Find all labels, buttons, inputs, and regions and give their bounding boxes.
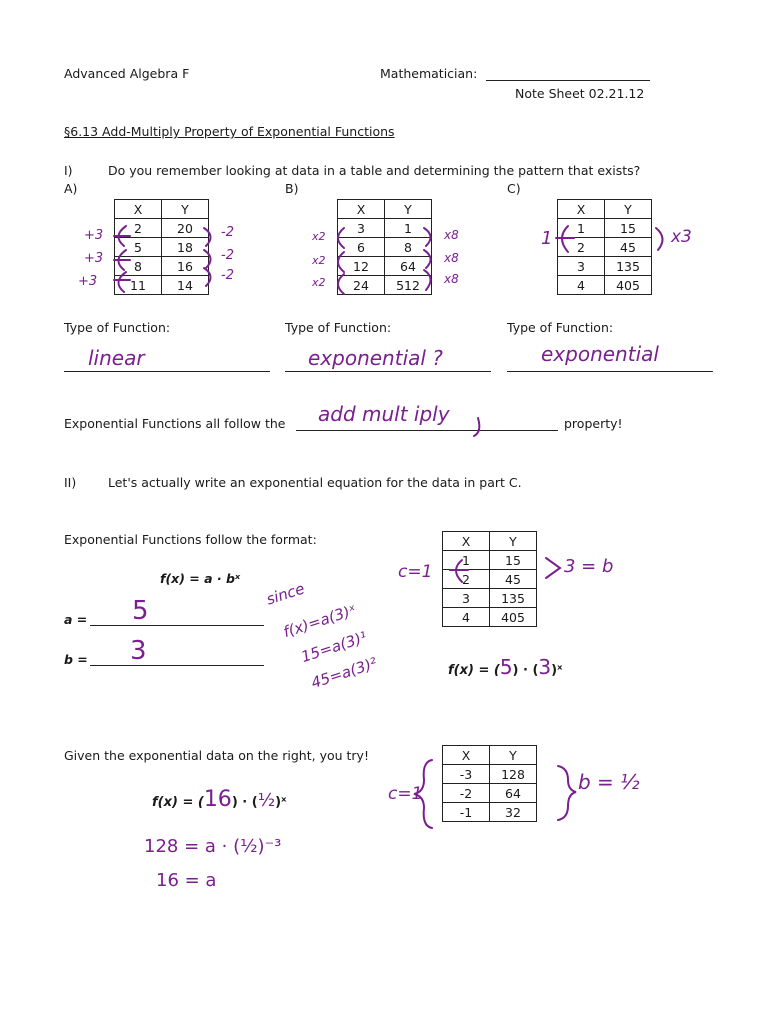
- table-row: 3 1: [338, 219, 432, 238]
- table-part3: [442, 745, 537, 822]
- annot-a-left-3: +3: [78, 274, 98, 289]
- table-header: Y: [162, 200, 209, 219]
- annot-a-left-1: +3: [84, 228, 104, 243]
- label-b: B): [285, 181, 299, 196]
- table-header: X: [443, 746, 490, 765]
- table-row: 2 45: [443, 570, 537, 589]
- part2-left-note: c=1: [398, 562, 433, 582]
- answer-blank-c[interactable]: [507, 371, 713, 372]
- table-row: 4 405: [558, 276, 652, 295]
- part2-right-note: 3 = b: [564, 556, 614, 577]
- table-header: X: [443, 532, 490, 551]
- table-row: 1 15: [443, 551, 537, 570]
- property-text-after: property!: [564, 416, 623, 431]
- table-header: X: [115, 200, 162, 219]
- table-c: [557, 199, 652, 295]
- label-c: C): [507, 181, 521, 196]
- part1-numeral: I): [64, 163, 73, 178]
- final-suffix: )ˣ: [551, 663, 563, 678]
- table-header: Y: [605, 200, 652, 219]
- part2-numeral: II): [64, 475, 77, 490]
- part3-work-2: 16 = a: [156, 870, 217, 891]
- annot-b-right-1: x8: [444, 228, 459, 242]
- answer-blank-b[interactable]: [285, 371, 491, 372]
- a-label: a =: [64, 612, 88, 627]
- answer-c: exponential: [541, 342, 659, 366]
- final-b: 3: [538, 655, 552, 679]
- table-row: 11 14: [115, 276, 209, 295]
- table-header: X: [338, 200, 385, 219]
- annot-a-left-2: +3: [84, 251, 104, 266]
- part3-right-note: b = ½: [578, 770, 640, 794]
- annot-b-left-3: x2: [312, 276, 326, 289]
- annot-b-left-2: x2: [312, 254, 326, 267]
- part3-text: Given the exponential data on the right, you try!: [64, 748, 369, 763]
- part3-left-note: c=1: [388, 784, 423, 804]
- final-a: 5: [499, 655, 513, 679]
- table-row: -2 64: [443, 784, 537, 803]
- table-header: Y: [490, 532, 537, 551]
- b-blank[interactable]: [90, 665, 264, 666]
- table-header: X: [558, 200, 605, 219]
- annot-b-left-1: x2: [312, 230, 326, 243]
- table-a: [114, 199, 209, 295]
- table-header: Y: [490, 746, 537, 765]
- part3-prefix: f(x) = (: [152, 795, 204, 810]
- annot-a-right-1: -2: [221, 225, 234, 240]
- annot-b-right-3: x8: [444, 272, 459, 286]
- table-row: 6 8: [338, 238, 432, 257]
- b-label: b =: [64, 652, 88, 667]
- table-header: Y: [385, 200, 432, 219]
- part1-question: Do you remember looking at data in a table and determining the pattern that exists?: [108, 163, 641, 178]
- table-row: 2 20: [115, 219, 209, 238]
- property-blank[interactable]: [296, 430, 558, 431]
- table-row: 1 15: [558, 219, 652, 238]
- table-row: 3 135: [558, 257, 652, 276]
- part3-suffix: )ˣ: [275, 795, 287, 810]
- table-row: 8 16: [115, 257, 209, 276]
- annot-b-right-2: x8: [444, 251, 459, 265]
- type-label-a: Type of Function:: [64, 320, 171, 335]
- table-row: 2 45: [558, 238, 652, 257]
- part3-a: 16: [203, 787, 232, 812]
- type-label-c: Type of Function:: [507, 320, 614, 335]
- annot-a-right-2: -2: [221, 248, 234, 263]
- table-row: -3 128: [443, 765, 537, 784]
- arrow-c-right: [656, 228, 663, 250]
- answer-b: exponential ?: [308, 346, 443, 370]
- work-since: since: [264, 579, 307, 609]
- table-row: -1 32: [443, 803, 537, 822]
- part3-b: ½: [257, 790, 276, 811]
- answer-a: linear: [88, 346, 145, 370]
- table-row: 3 135: [443, 589, 537, 608]
- table-row: 12 64: [338, 257, 432, 276]
- annot-c-right: x3: [671, 227, 692, 247]
- section-title: §6.13 Add-Multiply Property of Exponential Functions: [64, 124, 395, 139]
- part3-work-1: 128 = a · (½)⁻³: [144, 836, 282, 857]
- part2-text: Let's actually write an exponential equation for the data in part C.: [108, 475, 522, 490]
- label-a: A): [64, 181, 78, 196]
- annot-c-left: 1: [541, 228, 553, 249]
- work-line-3: 45=a(3)²: [308, 653, 380, 693]
- work-line-2: 15=a(3)¹: [298, 627, 370, 667]
- arrow-p2-right: [546, 558, 560, 578]
- type-label-b: Type of Function:: [285, 320, 392, 335]
- a-blank[interactable]: [90, 625, 264, 626]
- annot-a-right-3: -2: [221, 268, 234, 283]
- final-mid: ) · (: [512, 663, 539, 678]
- part3-equation: [152, 787, 286, 812]
- table-row: 5 18: [115, 238, 209, 257]
- answer-blank-a[interactable]: [64, 371, 270, 372]
- course-title: Advanced Algebra F: [64, 66, 190, 81]
- brace-p3-right: [558, 766, 576, 820]
- format-text: Exponential Functions follow the format:: [64, 532, 317, 547]
- final-equation: [448, 655, 562, 679]
- note-sheet-date: Note Sheet 02.21.12: [515, 86, 645, 101]
- property-answer: add mult iply: [318, 402, 450, 426]
- table-b: [337, 199, 432, 295]
- final-prefix: f(x) = (: [448, 663, 500, 678]
- property-text-before: Exponential Functions all follow the: [64, 416, 286, 431]
- name-blank[interactable]: [486, 80, 650, 81]
- table-part2: [442, 531, 537, 627]
- work-line-1: f(x)=a(3)ˣ: [281, 600, 359, 642]
- a-value: 5: [132, 596, 149, 626]
- table-row: 24 512: [338, 276, 432, 295]
- property-scribble: [474, 418, 479, 436]
- part3-mid: ) · (: [231, 795, 258, 810]
- format-formula: f(x) = a · bˣ: [160, 571, 241, 586]
- b-value: 3: [130, 636, 147, 666]
- mathematician-label: Mathematician:: [380, 66, 478, 81]
- table-row: 4 405: [443, 608, 537, 627]
